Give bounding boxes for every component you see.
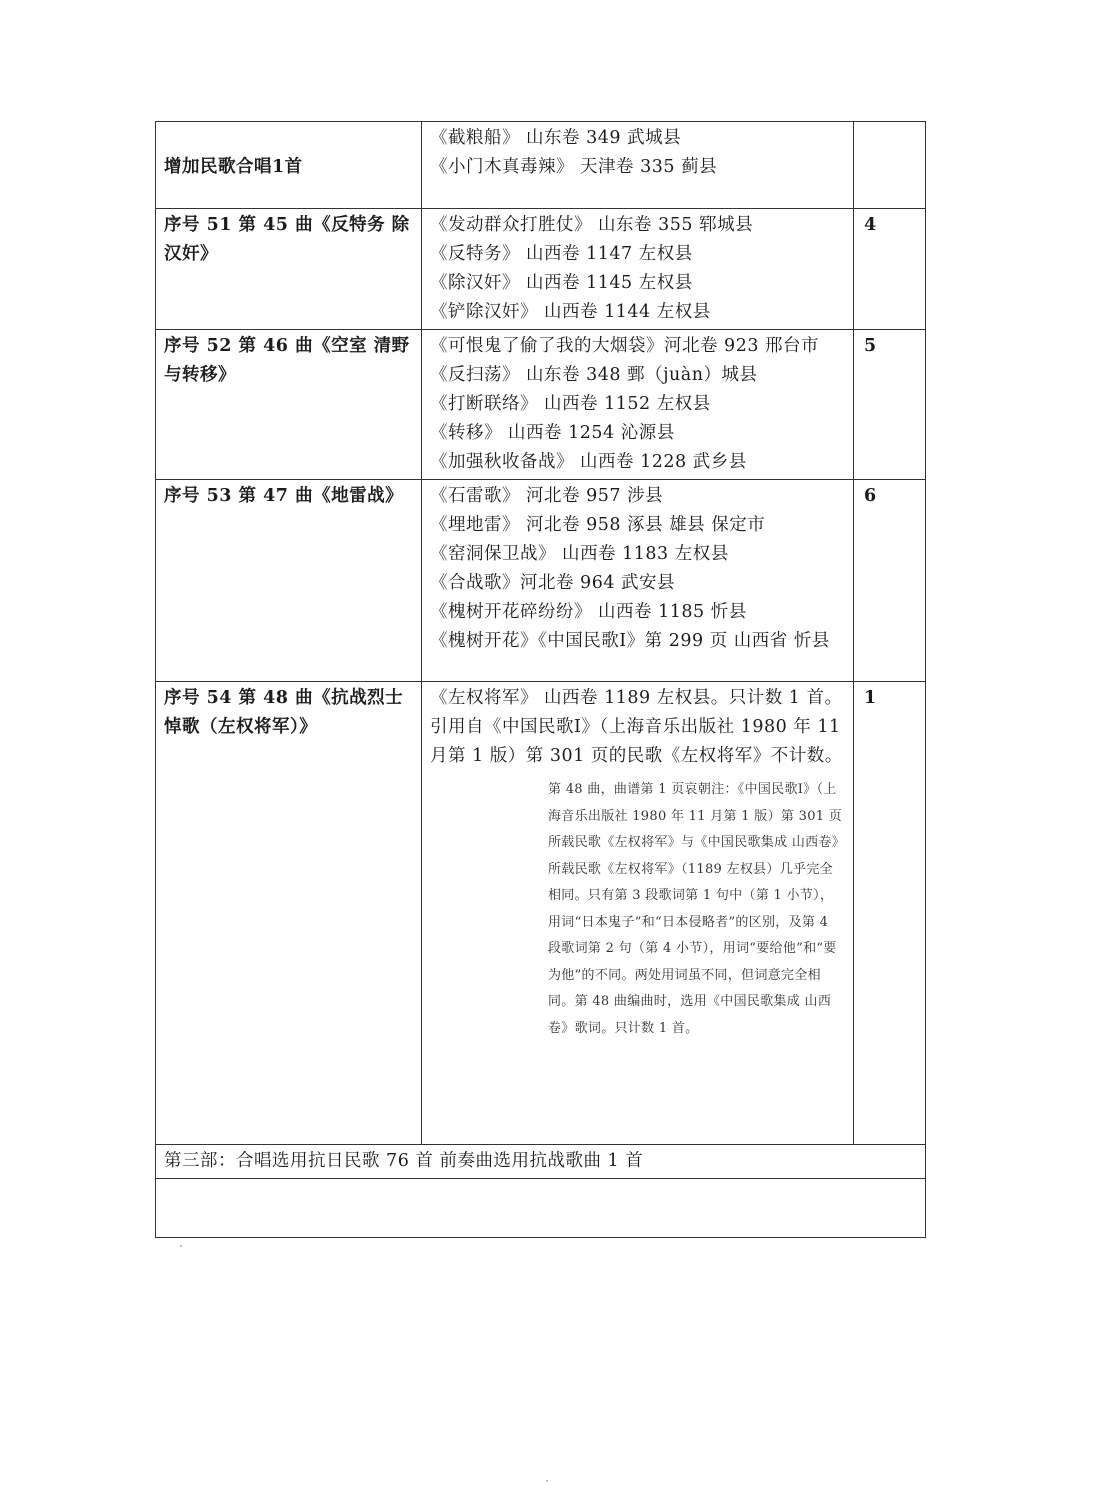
row-label: 序号 53 第 47 曲《地雷战》 bbox=[156, 480, 422, 682]
table-row bbox=[156, 330, 926, 480]
table-row bbox=[156, 209, 926, 330]
song-entry: 《埋地雷》 河北卷 958 涿县 雄县 保定市 bbox=[430, 515, 766, 535]
song-entry: 《窑洞保卫战》 山西卷 1183 左权县 bbox=[430, 544, 729, 564]
song-entry: 《槐树开花碎纷纷》 山西卷 1185 忻县 bbox=[430, 602, 747, 622]
song-count: 4 bbox=[854, 209, 926, 330]
footnote: 第 48 曲，曲谱第 1 页哀朝注：《中国民歌Ⅰ》（上海音乐出版社 1980 年 11 月第 1 版）第 301 页所载民歌《左权将军》与《中国民歌集成 山西卷》所载民歌《左权将军》（1189 左权县）几乎完全相同。只有第 3 段歌词第 1 句中（第 1 小节），用词“日本鬼子”和“日本侵略者”的区别，及第 4 段歌词第 2 句（第 4 小节），用词“要给他”和“要为他”的不同。两处用词虽不同，但词意完全相同。第 48 曲编曲时，选用《中国民歌集成 山西卷》歌词。只计数 1 首。 bbox=[548, 782, 843, 1036]
song-count: 6 bbox=[854, 480, 926, 682]
song-list bbox=[422, 122, 854, 209]
song-entry: 《左权将军》 山西卷 1189 左权县。只计数 1 首。引用自《中国民歌Ⅰ》（上海音乐出版社 1980 年 11 月第 1 版）第 301 页的民歌《左权将军》不计数。 bbox=[430, 688, 843, 766]
song-entry: 《反扫荡》 山东卷 348 鄄（juàn）城县 bbox=[430, 365, 758, 385]
empty-row bbox=[156, 1179, 926, 1238]
part3-heading: 第三部：合唱选用抗日民歌 76 首 前奏曲选用抗战歌曲 1 首 bbox=[156, 1145, 926, 1179]
row-label: 序号 51 第 45 曲《反特务 除汉奸》 bbox=[156, 209, 422, 330]
scan-speck bbox=[180, 1245, 182, 1247]
song-list bbox=[422, 682, 854, 1145]
song-entry: 《发动群众打胜仗》 山东卷 355 郓城县 bbox=[430, 215, 754, 235]
empty-cell bbox=[156, 1179, 926, 1238]
song-entry: 《合战歌》河北卷 964 武安县 bbox=[430, 573, 676, 593]
table-row bbox=[156, 480, 926, 682]
song-entry: 《转移》 山西卷 1254 沁源县 bbox=[430, 423, 675, 443]
song-entry: 《铲除汉奸》 山西卷 1144 左权县 bbox=[430, 302, 711, 322]
song-entry: 《石雷歌》 河北卷 957 涉县 bbox=[430, 486, 664, 506]
song-entry: 《截粮船》 山东卷 349 武城县 bbox=[430, 128, 682, 148]
song-entry: 《加强秋收备战》 山西卷 1228 武乡县 bbox=[430, 452, 747, 472]
song-table bbox=[155, 121, 926, 1238]
song-list bbox=[422, 480, 854, 682]
song-entry: 《槐树开花》《中国民歌Ⅰ》第 299 页 山西省 忻县 bbox=[430, 631, 830, 651]
song-entry: 《除汉奸》 山西卷 1145 左权县 bbox=[430, 273, 693, 293]
table-row bbox=[156, 682, 926, 1145]
song-count: 5 bbox=[854, 330, 926, 480]
row-label: 序号 54 第 48 曲《抗战烈士悼歌（左权将军）》 bbox=[156, 682, 422, 1145]
row-label: 增加民歌合唱1首 bbox=[156, 122, 422, 209]
song-list bbox=[422, 209, 854, 330]
scan-speck bbox=[546, 1480, 548, 1482]
table-row bbox=[156, 122, 926, 209]
song-entry: 《可恨鬼了偷了我的大烟袋》河北卷 923 邢台市 bbox=[430, 336, 820, 356]
song-count: 1 bbox=[854, 682, 926, 1145]
song-entry: 《反特务》 山西卷 1147 左权县 bbox=[430, 244, 693, 264]
song-entry: 《打断联络》 山西卷 1152 左权县 bbox=[430, 394, 711, 414]
song-list bbox=[422, 330, 854, 480]
row-label: 序号 52 第 46 曲《空室 清野与转移》 bbox=[156, 330, 422, 480]
song-entry: 《小门木真毒辣》 天津卷 335 蓟县 bbox=[430, 157, 718, 177]
section-heading-row bbox=[156, 1145, 926, 1179]
song-count bbox=[854, 122, 926, 209]
